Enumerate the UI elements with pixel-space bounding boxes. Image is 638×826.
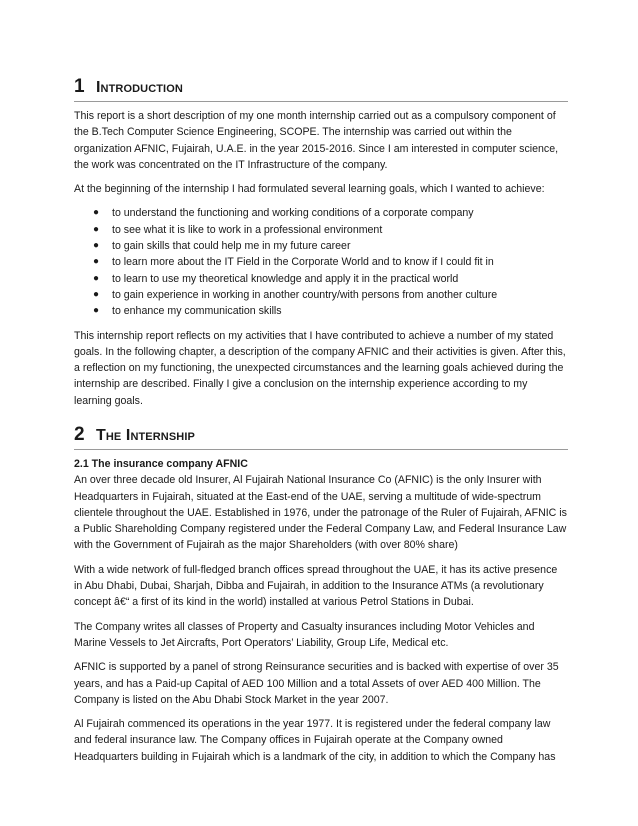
internship-paragraph-1: An over three decade old Insurer, Al Fujairah National Insurance Co (AFNIC) is the only Insurer with Headquarters in Fujairah, situated at the East-end of the UAE, serving a multitude of wide-spectrum clientele throughout the UAE. Established in 1976, under the patronage of the Ruler of Fujairah, AFNIC is a Public Shareholding Company registered under the Federal Company Law, and Federal Insurance Law with the Government of Fujairah as the major Shareholders (with over 80% share) bbox=[74, 474, 567, 552]
bullet-icon: ● bbox=[93, 272, 100, 284]
bullet-icon: ● bbox=[93, 288, 100, 300]
heading-internship bbox=[74, 424, 568, 450]
heading-introduction bbox=[74, 76, 568, 102]
bullet-icon: ● bbox=[93, 240, 100, 252]
heading-number: 1 bbox=[74, 76, 85, 97]
subheading-afnic: 2.1 The insurance company AFNIC bbox=[74, 458, 248, 470]
internship-paragraph-2: With a wide network of full-fledged branch offices spread throughout the UAE, it has its active presence in Abu Dhabi, Dubai, Sharjah, Dibba and Fujairah, in addition to the Insurance ATMs (a revolutionary concept â€“ a first of its kind in the world) installed at various Petrol Stations in Dubai. bbox=[74, 563, 558, 609]
intro-paragraph-1: This report is a short description of my one month internship carried out as a compulsory component of the B.Tech Computer Science Engineering, SCOPE. The internship was carried out within the organization AFNIC, Fujairah, U.A.E. in the year 2015-2016. Since I am interested in computer science, the work was concentrated on the IT Infrastructure of the company. bbox=[74, 110, 559, 171]
learning-goals-list bbox=[74, 205, 568, 319]
list-item: ● to enhance my communication skills bbox=[74, 303, 568, 319]
list-item: ● to see what it is like to work in a professional environment bbox=[74, 222, 568, 238]
list-item: ● to understand the functioning and working conditions of a corporate company bbox=[74, 205, 568, 221]
bullet-icon: ● bbox=[93, 223, 100, 235]
section-introduction bbox=[74, 76, 568, 417]
list-item: ● to learn to use my theoretical knowledge and apply it in the practical world bbox=[74, 271, 568, 287]
intro-paragraph-2: At the beginning of the internship I had formulated several learning goals, which I wanted to achieve: bbox=[74, 183, 545, 196]
heading-title: The Internship bbox=[96, 427, 195, 444]
bullet-icon: ● bbox=[93, 305, 100, 317]
intro-paragraph-3: This internship report reflects on my activities that I have contributed to achieve a number of my stated goals. In the following chapter, a description of the company AFNIC and their activities is given. After this, a reflection on my functioning, the unexpected circumstances and the learning goals achieved during the internship are described. Finally I give a conclusion on the internship experience according to my learning goals. bbox=[74, 329, 566, 407]
bullet-icon: ● bbox=[93, 207, 100, 219]
list-item: ● to gain experience in working in another country/with persons from another culture bbox=[74, 287, 568, 303]
bullet-icon: ● bbox=[93, 256, 100, 268]
internship-paragraph-3: The Company writes all classes of Property and Casualty insurances including Motor Vehicles and Marine Vessels to Jet Aircrafts, Port Operators’ Liability, Group Life, Medical etc. bbox=[74, 620, 535, 649]
heading-number: 2 bbox=[74, 424, 85, 445]
internship-paragraph-5: Al Fujairah commenced its operations in the year 1977. It is registered under the federal company law and federal insurance law. The Company offices in Fujairah operate at the Company owned Headquarters building in Fujairah which is a landmark of the city, in addition to which the Company has bbox=[74, 718, 556, 763]
heading-title: Introduction bbox=[96, 79, 183, 96]
list-item: ● to gain skills that could help me in my future career bbox=[74, 238, 568, 254]
section-internship bbox=[74, 424, 568, 773]
internship-paragraph-4: AFNIC is supported by a panel of strong Reinsurance securities and is backed with expertise of over 35 years, and has a Paid-up Capital of AED 100 Million and a total Assets of over AED 400 Million. The Company is listed on the Abu Dhabi Stock Market in the year 2007. bbox=[74, 661, 559, 706]
list-item: ● to learn more about the IT Field in the Corporate World and to know if I could fit in bbox=[74, 254, 568, 270]
